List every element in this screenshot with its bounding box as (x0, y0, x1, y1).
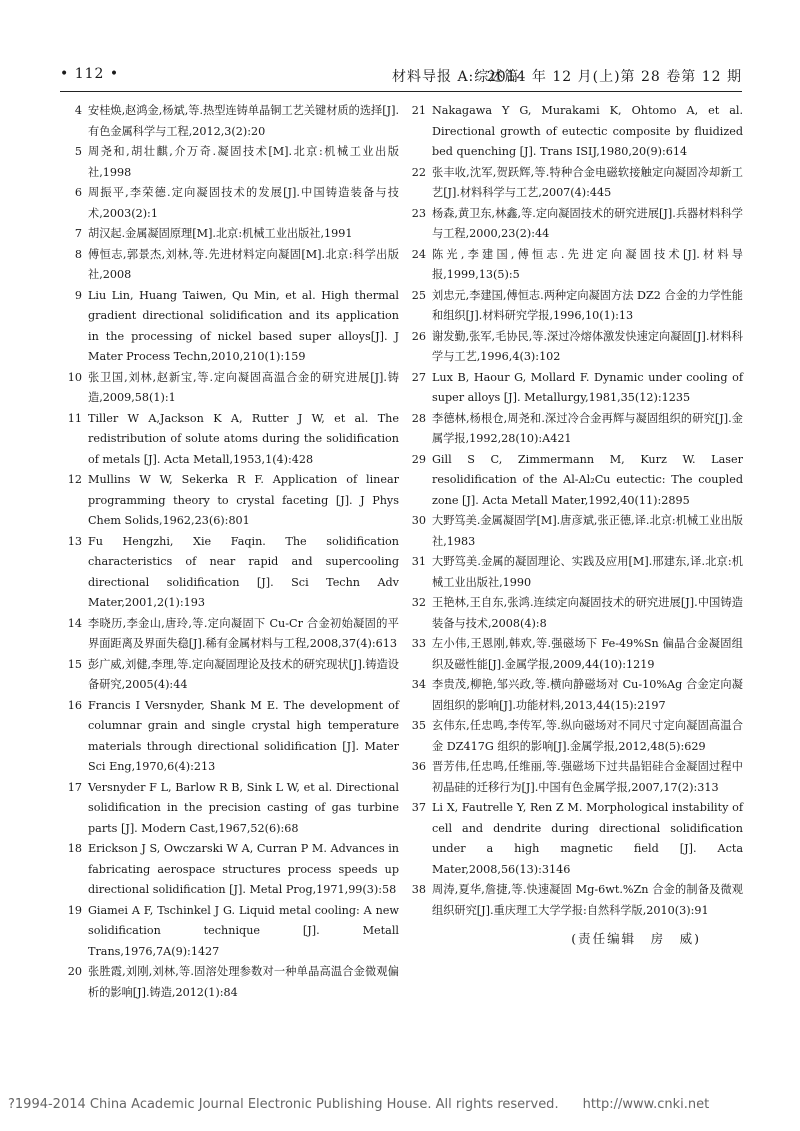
reference-number: 37 (411, 801, 426, 814)
reference-text: Giamei A F, Tschinkel J G. Liquid metal cooling: A new solidification technique [J]. Metall Trans,1976,7A(9):1427 (88, 903, 399, 958)
reference-number: 38 (411, 883, 426, 896)
reference-number: 21 (411, 104, 426, 117)
reference-number: 29 (411, 452, 426, 466)
reference-item (404, 634, 743, 675)
reference-number: 14 (67, 616, 82, 630)
reference-number: 16 (67, 698, 82, 712)
journal-name: 材料导报 A:综述篇 (392, 69, 520, 85)
reference-item (60, 142, 399, 183)
reference-item (60, 696, 399, 778)
reference-number: 23 (411, 206, 426, 220)
reference-item (404, 675, 743, 716)
reference-text: 安桂焕,赵鸿金,杨斌,等.热型连铸单晶铜工艺关键材质的选择[J].有色金属科学与工程,2012,3(2):20 (88, 104, 399, 138)
reference-number: 19 (67, 903, 82, 917)
header-rule (60, 91, 742, 92)
running-header (60, 66, 742, 88)
reference-number: 35 (411, 719, 426, 732)
reference-text: 刘忠元,李建国,傅恒志.两种定向凝固方法 DZ2 合金的力学性能和组织[J].材料研究学报,1996,10(1):13 (432, 288, 743, 322)
reference-text: Lux B, Haour G, Mollard F. Dynamic under cooling of super alloys [J]. Metallurgy,1981,35(12):1235 (432, 370, 743, 404)
reference-item (60, 839, 399, 901)
reference-text: 大野笃美.金属凝固学[M].唐彦斌,张正德,译.北京:机械工业出版社,1983 (432, 514, 743, 548)
reference-number: 22 (411, 165, 426, 179)
reference-item (60, 224, 399, 245)
reference-text: Versnyder F L, Barlow R B, Sink L W, et al. Directional solidification in the precision casting of gas turbine parts [J]. Modern Cast,1967,52(6):68 (88, 780, 399, 835)
reference-number: 18 (67, 842, 82, 855)
reference-item (60, 183, 399, 224)
reference-number: 26 (411, 329, 426, 343)
reference-item (404, 511, 743, 552)
reference-item (404, 450, 743, 512)
reference-number: 30 (411, 514, 426, 527)
reference-item (404, 880, 743, 921)
reference-item (404, 101, 743, 163)
reference-number: 28 (411, 411, 426, 425)
reference-text: 周尧和,胡壮麒,介万奇.凝固技术[M].北京:机械工业出版社,1998 (88, 145, 399, 179)
reference-item (404, 593, 743, 634)
reference-item (60, 101, 399, 142)
reference-text: 晋芳伟,任忠鸣,任维丽,等.强磁场下过共晶铝硅合金凝固过程中初晶硅的迁移行为[J].中国有色金属学报,2007,17(2):313 (432, 760, 743, 794)
reference-item (60, 409, 399, 471)
reference-text: Gill S C, Zimmermann M, Kurz W. Laser resolidification of the Al-Al₂Cu eutectic: The coupled zone [J]. Acta Metall Mater,1992,40(11):2895 (432, 452, 743, 507)
reference-text: Liu Lin, Huang Taiwen, Qu Min, et al. High thermal gradient directional solidification and its application in the processing of nickel based super alloys[J]. J Mater Process Techn,2010,210(1):159 (88, 288, 399, 363)
reference-item (404, 552, 743, 593)
reference-number: 4 (74, 104, 82, 117)
reference-number: 32 (411, 596, 426, 609)
reference-number: 24 (411, 247, 426, 261)
page-footer (8, 1097, 709, 1112)
references-left-column (60, 101, 399, 1003)
reference-text: 彭广威,刘健,李理,等.定向凝固理论及技术的研究现状[J].铸造设备研究,2005(4):44 (88, 657, 399, 691)
copyright-text: ?1994-2014 China Academic Journal Electronic Publishing House. All rights reserved. (8, 1097, 559, 1112)
reference-text: 胡汉起.金属凝固原理[M].北京:机械工业出版社,1991 (88, 227, 353, 240)
reference-number: 20 (67, 965, 82, 978)
reference-text: 李德林,杨根仓,周尧和.深过冷合金再辉与凝固组织的研究[J].金属学报,1992,28(10):A421 (432, 411, 743, 445)
reference-number: 25 (411, 288, 426, 302)
reference-item (404, 368, 743, 409)
reference-text: Li X, Fautrelle Y, Ren Z M. Morphological instability of cell and dendrite during directional solidification under a high magnetic field [J]. Acta Mater,2008,56(13):3146 (432, 801, 743, 876)
reference-item (60, 245, 399, 286)
page-number: • 112 • (60, 66, 120, 82)
reference-number: 33 (411, 637, 426, 650)
reference-text: Tiller W A,Jackson K A, Rutter J W, et al. The redistribution of solute atoms during the solidification of metals [J]. Acta Metall,1953,1(4):428 (88, 411, 399, 466)
references-right-column (404, 101, 743, 950)
reference-item (404, 757, 743, 798)
issue-info: 2014 年 12 月(上)第 28 卷第 12 期 (486, 69, 742, 85)
reference-text: 张丰收,沈军,贺跃辉,等.特种合金电磁软接触定向凝固冷却新工艺[J].材料科学与工艺,2007(4):445 (432, 165, 743, 199)
reference-number: 31 (411, 555, 426, 568)
reference-number: 34 (411, 678, 426, 691)
reference-text: 左小伟,王恩刚,韩欢,等.强磁场下 Fe-49%Sn 偏晶合金凝固组织及磁性能[J].金属学报,2009,44(10):1219 (432, 637, 743, 671)
responsible-editor: (责任编辑 房 威) (571, 931, 701, 946)
reference-text: 玄伟东,任忠鸣,李传军,等.纵向磁场对不同尺寸定向凝固高温合金 DZ417G 组织的影响[J].金属学报,2012,48(5):629 (432, 719, 743, 753)
reference-text: 周振平,李荣德.定向凝固技术的发展[J].中国铸造装备与技术,2003(2):1 (88, 186, 399, 220)
reference-number: 10 (67, 370, 82, 384)
reference-text: 张卫国,刘林,赵新宝,等.定向凝固高温合金的研究进展[J].铸造,2009,58(1):1 (88, 370, 399, 404)
reference-item (404, 327, 743, 368)
reference-item (60, 286, 399, 368)
reference-text: 李晓历,李金山,唐玲,等.定向凝固下 Cu-Cr 合金初始凝固的平界面距离及界面失稳[J].稀有金属材料与工程,2008,37(4):613 (88, 616, 399, 650)
reference-number: 12 (67, 473, 82, 486)
reference-item (404, 409, 743, 450)
reference-text: 傅恒志,郭景杰,刘林,等.先进材料定向凝固[M].北京:科学出版社,2008 (88, 247, 399, 281)
reference-item (404, 798, 743, 880)
reference-item (60, 901, 399, 963)
reference-text: 周涛,夏华,詹捷,等.快速凝固 Mg-6wt.%Zn 合金的制备及微观组织研究[J].重庆理工大学学报:自然科学版,2010(3):91 (432, 883, 743, 917)
reference-number: 5 (74, 145, 82, 158)
reference-text: 李贵茂,柳艳,邹兴政,等.横向静磁场对 Cu-10%Ag 合金定向凝固组织的影响[J].功能材料,2013,44(15):2197 (432, 678, 743, 712)
reference-text: Nakagawa Y G, Murakami K, Ohtomo A, et al. Directional growth of eutectic composite by fluidized bed quenching [J]. Trans ISIJ,1980,20(9):614 (432, 104, 743, 158)
reference-number: 7 (74, 227, 82, 240)
reference-number: 17 (67, 780, 82, 794)
reference-text: 王艳林,王自东,张鸿.连续定向凝固技术的研究进展[J].中国铸造装备与技术,2008(4):8 (432, 596, 743, 630)
reference-item (60, 614, 399, 655)
reference-item (404, 163, 743, 204)
footer-url: http://www.cnki.net (582, 1097, 710, 1112)
reference-text: 杨森,黄卫东,林鑫,等.定向凝固技术的研究进展[J].兵器材料科学与工程,2000,23(2):44 (432, 206, 743, 240)
reference-number: 8 (74, 247, 82, 261)
reference-number: 6 (74, 186, 82, 199)
reference-number: 15 (67, 657, 82, 671)
reference-text: 陈光,李建国,傅恒志.先进定向凝固技术[J].材料导报,1999,13(5):5 (432, 247, 743, 281)
reference-item (60, 368, 399, 409)
reference-number: 13 (67, 534, 82, 548)
reference-item (60, 655, 399, 696)
reference-text: 谢发勤,张军,毛协民,等.深过冷熔体激发快速定向凝固[J].材料科学与工艺,1996,4(3):102 (432, 329, 743, 363)
reference-number: 9 (74, 288, 82, 302)
reference-text: 大野笃美.金属的凝固理论、实践及应用[M].邢建东,译.北京:机械工业出版社,1990 (432, 555, 743, 589)
reference-text: Francis I Versnyder, Shank M E. The development of columnar grain and single crystal high temperature materials through directional solidification [J]. Mater Sci Eng,1970,6(4):213 (88, 698, 399, 773)
reference-text: Mullins W W, Sekerka R F. Application of linear programming theory to crystal faceting [J]. J Phys Chem Solids,1962,23(6):801 (88, 473, 399, 527)
reference-item (404, 245, 743, 286)
reference-item (60, 778, 399, 840)
reference-text: Erickson J S, Owczarski W A, Curran P M. Advances in fabricating aerospace structures process speeds up directional solidification [J]. Metal Prog,1971,99(3):58 (88, 842, 399, 896)
reference-item (60, 470, 399, 532)
reference-text: 张胜霞,刘刚,刘林,等.固溶处理参数对一种单晶高温合金微观偏析的影响[J].铸造,2012(1):84 (88, 965, 399, 999)
reference-item (60, 532, 399, 614)
reference-number: 27 (411, 370, 426, 384)
reference-text: Fu Hengzhi, Xie Faqin. The solidification characteristics of near rapid and supercooling directional solidification [J]. Sci Techn Adv Mater,2001,2(1):193 (88, 534, 399, 609)
reference-item (404, 716, 743, 757)
reference-item (404, 286, 743, 327)
reference-number: 11 (67, 411, 82, 425)
reference-item (60, 962, 399, 1003)
reference-number: 36 (411, 760, 426, 773)
reference-item (404, 204, 743, 245)
